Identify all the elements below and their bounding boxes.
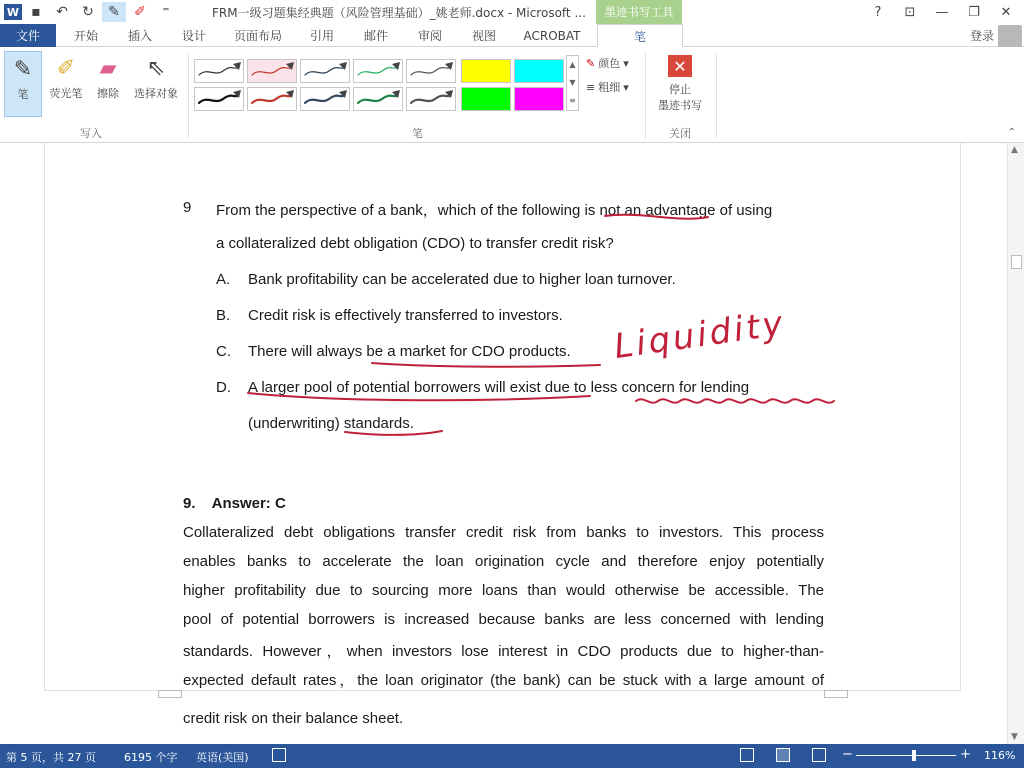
- tab-pen[interactable]: 笔: [597, 24, 683, 48]
- vertical-scrollbar[interactable]: [1007, 143, 1024, 744]
- highlighter-tool-label: 荧光笔: [49, 87, 83, 100]
- pen-mode-icon[interactable]: ✎: [102, 2, 126, 22]
- highlighter-swatch-green[interactable]: [461, 87, 511, 111]
- tab-file[interactable]: 文件: [0, 24, 56, 47]
- color-dropdown[interactable]: [586, 55, 629, 71]
- option-text: A larger pool of potential borrowers will exist due to less concern for lending: [248, 379, 750, 396]
- pen-swatch[interactable]: [194, 59, 244, 83]
- pen-color-icon: ✎: [586, 56, 596, 70]
- question-line-1: From the perspective of a bank，which of the following is not an advantage of using: [216, 202, 773, 219]
- page-left-edge: [44, 143, 45, 690]
- pen-swatch[interactable]: [406, 87, 456, 111]
- web-layout-icon[interactable]: [812, 748, 826, 762]
- zoom-level[interactable]: 116%: [984, 749, 1016, 762]
- customize-qat-icon[interactable]: ⁼: [162, 4, 170, 20]
- dropdown-arrow-icon: ▾: [623, 56, 629, 70]
- eraser-icon: ▰: [99, 55, 117, 81]
- status-bar: [0, 744, 1024, 768]
- line-weight-icon: ≡: [586, 80, 596, 94]
- word-count[interactable]: 6195 个字: [124, 751, 178, 764]
- scroll-down-icon[interactable]: ▼: [1011, 732, 1018, 742]
- next-page-line: credit risk on their balance sheet.: [183, 710, 404, 727]
- zoom-slider-thumb[interactable]: [912, 750, 916, 761]
- stop-inking-button[interactable]: [650, 51, 710, 113]
- restore-button[interactable]: ❐: [968, 4, 980, 20]
- pen-tool-label: 笔: [17, 88, 29, 101]
- group-separator: [645, 53, 646, 139]
- option-letter: D.: [216, 379, 231, 396]
- page-margin-marker: [158, 690, 182, 698]
- write-group-label: 写入: [80, 127, 102, 140]
- collapse-ribbon-icon[interactable]: ⌃: [1007, 127, 1016, 138]
- word-app-icon[interactable]: W: [4, 4, 22, 20]
- pen-icon: ✎: [13, 56, 33, 82]
- ink-underline-option-c: [372, 363, 600, 367]
- page-count[interactable]: 第 5 页，共 27 页: [6, 751, 96, 764]
- highlighter-swatch-magenta[interactable]: [514, 87, 564, 111]
- option-text: Bank profitability can be accelerated due to higher loan turnover.: [248, 271, 676, 288]
- select-objects-button[interactable]: [128, 51, 184, 113]
- eraser-tool-label: 擦除: [97, 87, 119, 100]
- ribbon-tab-bar: [0, 24, 1024, 47]
- ink-eraser-icon[interactable]: ✐: [134, 4, 146, 20]
- tab-insert[interactable]: 插入: [127, 29, 152, 43]
- pens-group-label: 笔: [412, 127, 423, 140]
- pen-swatch[interactable]: [300, 87, 350, 111]
- answer-line: expected default rates，the loan originator (the bank) can be stuck with a large amount of: [183, 672, 824, 689]
- answer-heading: 9. Answer: C: [183, 495, 286, 512]
- page-right-edge: [960, 143, 961, 690]
- window-controls: [864, 2, 1020, 22]
- tab-review[interactable]: 审阅: [417, 29, 442, 43]
- pen-swatch[interactable]: [353, 87, 403, 111]
- eraser-tool-button[interactable]: [90, 51, 126, 113]
- answer-line: standards. However，when investors lose interest in CDO products due to higher-than-: [183, 643, 824, 660]
- highlighter-icon: ✐: [56, 55, 76, 81]
- tab-acrobat[interactable]: ACROBAT: [523, 28, 581, 43]
- ribbon-display-options-icon[interactable]: ⊡: [904, 4, 916, 20]
- option-letter: B.: [216, 307, 231, 324]
- stop-inking-label-2: 墨迹书写: [658, 99, 702, 112]
- help-icon[interactable]: ?: [874, 4, 882, 20]
- ink-handwriting-liquidity: Liquidity: [611, 303, 789, 368]
- pen-tool-button[interactable]: [4, 51, 42, 117]
- read-mode-icon[interactable]: [740, 748, 754, 762]
- highlighter-swatch-yellow[interactable]: [461, 59, 511, 83]
- minimize-button[interactable]: —: [935, 4, 949, 20]
- option-letter: A.: [216, 271, 231, 288]
- title-bar: [0, 0, 1024, 24]
- option-d-continuation: (underwriting) standards.: [248, 415, 414, 432]
- ink-tools-context-header: 墨迹书写工具: [596, 0, 682, 24]
- document-title: FRM一级习题集经典题（风险管理基础）_姚老师.docx - Microsoft ...: [212, 6, 586, 20]
- answer-line: Collateralized debt obligations transfer credit risk from banks to investors. This process: [183, 524, 824, 541]
- pen-swatch[interactable]: [406, 59, 456, 83]
- weight-dropdown[interactable]: [586, 79, 629, 95]
- zoom-out-button[interactable]: −: [842, 747, 853, 762]
- highlighter-swatch-cyan[interactable]: [514, 59, 564, 83]
- zoom-in-button[interactable]: +: [960, 747, 971, 762]
- option-text: Credit risk is effectively transferred to investors.: [248, 307, 563, 324]
- group-separator: [188, 53, 189, 139]
- stop-inking-label-1: 停止: [669, 83, 691, 96]
- pen-swatch[interactable]: [300, 59, 350, 83]
- tab-home[interactable]: 开始: [73, 29, 98, 43]
- option-letter: C.: [216, 343, 231, 360]
- option-text: There will always be a market for CDO products.: [248, 343, 571, 360]
- close-button[interactable]: ✕: [1000, 4, 1012, 20]
- tab-page-layout[interactable]: 页面布局: [233, 29, 282, 43]
- tab-references[interactable]: 引用: [309, 29, 334, 43]
- tab-mailings[interactable]: 邮件: [363, 29, 388, 43]
- group-separator: [716, 53, 717, 139]
- document-canvas[interactable]: [0, 143, 1024, 744]
- question-number: 9: [183, 199, 192, 216]
- highlighter-tool-button[interactable]: [46, 51, 86, 113]
- save-icon[interactable]: ▪: [31, 4, 41, 20]
- close-group-label: 关闭: [669, 127, 691, 140]
- ribbon-pen-panel: [0, 47, 1024, 143]
- language[interactable]: 英语(美国): [196, 751, 249, 764]
- pen-swatch[interactable]: [194, 87, 244, 111]
- answer-line: pool of potential borrowers is increased because banks are less concerned with lending: [183, 611, 824, 628]
- weight-label: 粗细: [598, 81, 621, 94]
- close-x-icon: ✕: [668, 55, 692, 77]
- pen-swatch[interactable]: [247, 59, 297, 83]
- dropdown-arrow-icon: ▾: [623, 80, 629, 94]
- undo-icon[interactable]: ↶: [56, 4, 68, 20]
- tab-design[interactable]: 设计: [181, 29, 206, 43]
- zoom-slider[interactable]: [856, 755, 956, 756]
- redo-icon[interactable]: ↻: [82, 4, 94, 20]
- scroll-thumb[interactable]: [1011, 255, 1022, 269]
- pen-swatch[interactable]: [247, 87, 297, 111]
- sign-in-link[interactable]: 登录: [969, 29, 994, 43]
- ink-wavy-less-concern: [636, 399, 834, 402]
- tab-view[interactable]: 视图: [471, 29, 496, 43]
- avatar[interactable]: [998, 25, 1022, 47]
- answer-line: higher profitability due to sourcing more loans than would otherwise be accessible. The: [183, 582, 824, 599]
- cursor-arrow-icon: ⇖: [146, 55, 166, 81]
- question-line-2: a collateralized debt obligation (CDO) to transfer credit risk?: [216, 235, 614, 252]
- select-objects-label: 选择对象: [134, 87, 178, 100]
- color-label: 颜色: [598, 57, 621, 70]
- macro-recording-icon[interactable]: [272, 748, 286, 762]
- quick-access-toolbar: [4, 2, 178, 22]
- print-layout-icon[interactable]: [776, 748, 790, 762]
- gallery-scroll[interactable]: ▲ ▼ ≡: [566, 55, 579, 111]
- page-margin-marker: [824, 690, 848, 698]
- answer-line: enables banks to accelerate the loan origination cycle and therefore enjoy potentially: [183, 553, 824, 570]
- pen-swatch[interactable]: [353, 59, 403, 83]
- scroll-up-icon[interactable]: ▲: [1011, 145, 1018, 155]
